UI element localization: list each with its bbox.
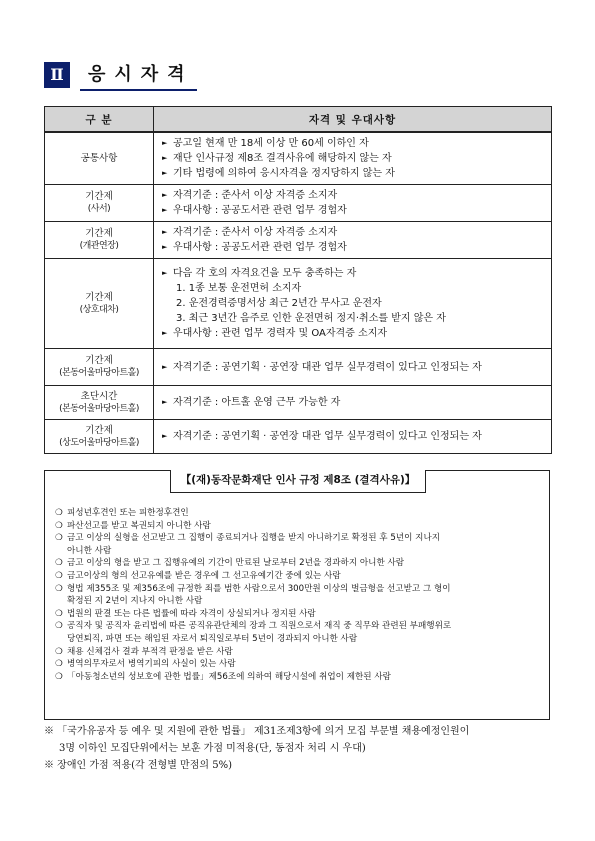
- qualification-text: 1. 1종 보통 운전면허 소지자: [176, 283, 302, 294]
- circle-bullet-icon: ❍: [55, 659, 63, 670]
- table-header-row: [45, 107, 552, 133]
- qualification-line: [162, 166, 547, 181]
- list-item-text: 「아동청소년의 성보호에 관한 법률」제56조에 의하여 해당시설에 취업이 제한된 사람: [67, 671, 391, 682]
- row-category: [45, 185, 154, 222]
- qualification-line: [162, 203, 547, 218]
- list-item-text: 당연퇴직, 파면 또는 해임된 자로서 퇴직일로부터 5년이 경과되지 아니한 사람: [67, 633, 358, 644]
- qualification-text: 우대사항 : 관련 업무 경력자 및 OA자격증 소지자: [173, 328, 388, 339]
- row-qualification: [154, 259, 552, 349]
- category-label: 기간제: [85, 291, 113, 303]
- table-row: [45, 185, 552, 222]
- circle-bullet-icon: ❍: [55, 570, 63, 581]
- table-row: [45, 349, 552, 386]
- triangle-bullet-icon: ►: [162, 154, 168, 162]
- triangle-bullet-icon: ►: [162, 329, 168, 337]
- row-qualification: [154, 222, 552, 259]
- note-line: 3명 이하인 모집단위에서는 보훈 가점 미적용(단, 동점자 처리 시 우대): [59, 743, 366, 754]
- category-sublabel: (사서): [87, 204, 111, 214]
- category-sublabel: (상호대차): [79, 304, 119, 315]
- note-line: ※ 장애인 가점 적용(각 전형별 만점의 5%): [44, 760, 232, 771]
- category-sublabel: (본동어울마당아트홀): [59, 368, 139, 378]
- circle-bullet-icon: ❍: [55, 671, 63, 682]
- table-row: [45, 259, 552, 349]
- category-sublabel: (개관연장): [79, 241, 119, 251]
- list-item-text: 확정된 지 2년이 지나지 아니한 사람: [67, 596, 203, 607]
- header-category: 구 분: [45, 107, 154, 133]
- qualification-text: 자격기준 : 준사서 이상 자격증 소지자: [173, 190, 338, 201]
- triangle-bullet-icon: ►: [162, 169, 168, 177]
- row-qualification: [154, 132, 552, 185]
- triangle-bullet-icon: ►: [162, 243, 168, 251]
- list-item-text: 금고 이상의 실형을 선고받고 그 집행이 종료되거나 집행을 받지 아니하기로 확정된 후 5년이 지나지: [67, 533, 441, 544]
- list-item: [55, 557, 543, 570]
- qualification-text: 2. 운전경력증명서상 최근 2년간 무사고 운전자: [176, 298, 382, 309]
- qualification-line: [162, 151, 547, 166]
- box-title: 【(재)동작문화재단 인사 규정 제8조 (결격사유)】: [170, 470, 426, 493]
- qualification-line: [162, 136, 547, 151]
- header-qualification: 자격 및 우대사항: [154, 107, 552, 133]
- row-qualification: [154, 349, 552, 386]
- qualification-text: 재단 인사규정 제8조 결격사유에 해당하지 않는 자: [173, 153, 392, 164]
- section-underline: [80, 89, 197, 91]
- qualification-line: [162, 360, 547, 375]
- row-category: [45, 420, 154, 454]
- qualification-line: [162, 266, 547, 281]
- disqualification-list: [55, 507, 543, 683]
- qualification-text: 자격기준 : 아트홀 운영 근무 가능한 자: [173, 397, 341, 408]
- row-category: [45, 349, 154, 386]
- notes: [44, 723, 554, 774]
- circle-bullet-icon: ❍: [55, 583, 63, 594]
- row-category: [45, 259, 154, 349]
- circle-bullet-icon: ❍: [55, 533, 63, 544]
- table-row: [45, 420, 552, 454]
- list-item-text: 아니한 사람: [67, 545, 112, 556]
- list-item-text: 병역의무자로서 병역기피의 사실이 있는 사람: [67, 659, 236, 670]
- qualification-text: 자격기준 : 공연기획 · 공연장 대관 업무 실무경력이 있다고 인정되는 자: [173, 431, 482, 442]
- qualification-line: [162, 188, 547, 203]
- qualification-text: 공고일 현재 만 18세 이상 만 60세 이하인 자: [173, 138, 369, 149]
- triangle-bullet-icon: ►: [162, 206, 168, 214]
- category-label: 기간제: [85, 191, 113, 202]
- list-item-text: 파산선고를 받고 복권되지 아니한 사람: [67, 520, 211, 531]
- qualification-table: [44, 106, 552, 454]
- section-title: 응시자격: [88, 64, 194, 85]
- list-item: [55, 658, 543, 671]
- list-item: [55, 520, 543, 533]
- list-item: [55, 570, 543, 583]
- section-number-badge: Ⅱ: [44, 62, 70, 88]
- section-heading: [44, 62, 199, 92]
- list-item-text: 형법 제355조 및 제356조에 규정한 죄를 범한 사람으로서 300만원 이상의 벌금형을 선고받고 그 형이: [67, 583, 451, 594]
- circle-bullet-icon: ❍: [55, 508, 63, 518]
- row-qualification: [154, 420, 552, 454]
- qualification-line: [162, 395, 547, 410]
- circle-bullet-icon: ❍: [55, 621, 63, 632]
- category-label: 초단시간: [80, 390, 118, 402]
- circle-bullet-icon: ❍: [55, 646, 63, 657]
- list-item-text: 채용 신체검사 결과 부적격 판정을 받은 사람: [67, 646, 233, 657]
- qualification-text: 기타 법령에 의하여 응시자격을 정지당하지 않는 자: [173, 168, 395, 179]
- qualification-line: [162, 311, 547, 326]
- triangle-bullet-icon: ►: [162, 228, 168, 236]
- qualification-text: 자격기준 : 공연기획 · 공연장 대관 업무 실무경력이 있다고 인정되는 자: [173, 361, 482, 373]
- qualification-text: 자격기준 : 준사서 이상 자격증 소지자: [173, 227, 338, 238]
- triangle-bullet-icon: ►: [162, 191, 168, 199]
- triangle-bullet-icon: ►: [162, 362, 168, 371]
- qualification-text: 3. 최근 3년간 음주로 인한 운전면허 정지·취소를 받지 않은 자: [176, 313, 446, 324]
- circle-bullet-icon: ❍: [55, 608, 63, 619]
- row-category: [45, 222, 154, 259]
- triangle-bullet-icon: ►: [162, 398, 168, 406]
- table-row: [45, 386, 552, 420]
- triangle-bullet-icon: ►: [162, 139, 168, 147]
- category-label: 기간제: [85, 424, 113, 436]
- triangle-bullet-icon: ►: [162, 432, 168, 440]
- list-item: [55, 620, 543, 645]
- list-item-text: 금고 이상의 형을 받고 그 집행유예의 기간이 만료된 날로부터 2년을 경과하지 아니한 사람: [67, 558, 405, 569]
- qualification-line: [162, 225, 547, 240]
- category-label: 기간제: [85, 228, 113, 239]
- qualification-line: [162, 296, 547, 311]
- row-qualification: [154, 386, 552, 420]
- qualification-text: 우대사항 : 공공도서관 관련 업무 경험자: [173, 205, 347, 216]
- list-item: [55, 608, 543, 621]
- list-item: [55, 583, 543, 608]
- category-sublabel: (본동어울마당아트홀): [59, 403, 139, 414]
- list-item-text: 피성년후견인 또는 피한정후견인: [67, 508, 189, 518]
- row-category: [45, 386, 154, 420]
- list-item-text: 금고이상의 형의 선고유예를 받은 경우에 그 선고유예기간 중에 있는 사람: [67, 570, 341, 581]
- circle-bullet-icon: ❍: [55, 520, 63, 531]
- list-item-text: 공직자 및 공직자 윤리법에 따른 공직유관단체의 장과 그 직원으로서 재직 중 직무와 관련된 부패행위로: [67, 621, 452, 632]
- category-label: 공통사항: [80, 153, 118, 164]
- note-line: ※ 「국가유공자 등 예우 및 지원에 관한 법률」 제31조제3항에 의거 모집 부문별 채용예정인원이: [44, 726, 470, 737]
- list-item: [55, 671, 543, 684]
- row-category: [45, 132, 154, 185]
- qualification-line: [162, 240, 547, 255]
- category-sublabel: (상도어울마당아트홀): [59, 437, 139, 448]
- category-label: 기간제: [85, 355, 113, 366]
- list-item: [55, 646, 543, 659]
- triangle-bullet-icon: ►: [162, 269, 168, 277]
- row-qualification: [154, 185, 552, 222]
- circle-bullet-icon: ❍: [55, 558, 63, 569]
- table-row: [45, 132, 552, 185]
- qualification-line: [162, 326, 547, 341]
- qualification-text: 우대사항 : 공공도서관 관련 업무 경험자: [173, 242, 347, 253]
- qualification-line: [162, 281, 547, 296]
- list-item-text: 법원의 판결 또는 다른 법률에 따라 자격이 상실되거나 정지된 사람: [67, 608, 316, 619]
- disqualification-box: [44, 470, 550, 720]
- qualification-line: [162, 429, 547, 444]
- list-item: [55, 507, 543, 520]
- table-row: [45, 222, 552, 259]
- qualification-text: 다음 각 호의 자격요건을 모두 충족하는 자: [173, 268, 357, 279]
- list-item: [55, 532, 543, 557]
